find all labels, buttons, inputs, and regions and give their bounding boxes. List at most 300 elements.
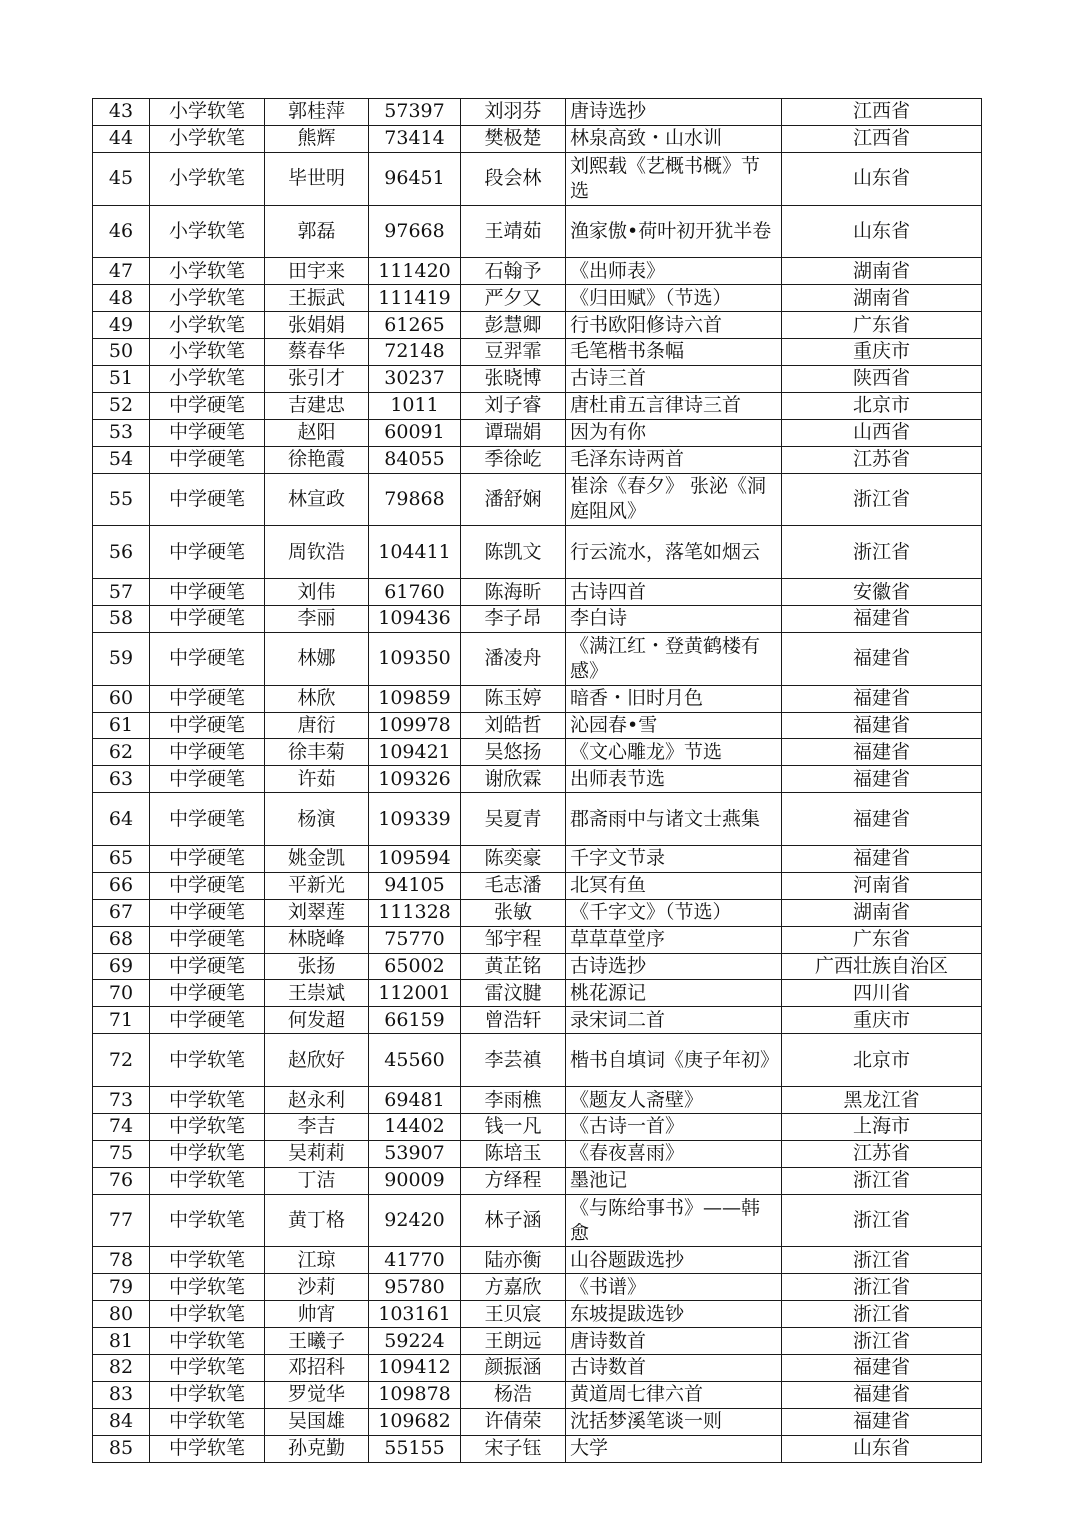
province-cell: 重庆市: [782, 1007, 982, 1034]
teacher-name-cell: 赵阳: [265, 419, 369, 446]
province-cell: 广东省: [782, 312, 982, 339]
entry-id-cell: 84055: [369, 446, 461, 473]
student-name-cell: 李芸禛: [461, 1034, 566, 1087]
category-cell: 中学软笔: [150, 1354, 265, 1381]
teacher-name-cell: 吴国雄: [265, 1408, 369, 1435]
entry-id-cell: 109436: [369, 605, 461, 632]
teacher-name-cell: 王崇斌: [265, 980, 369, 1007]
entry-number-cell: 55: [93, 473, 150, 526]
entry-number-cell: 44: [93, 125, 150, 152]
province-cell: 广西壮族自治区: [782, 953, 982, 980]
province-cell: 山东省: [782, 1435, 982, 1462]
category-cell: 中学硬笔: [150, 392, 265, 419]
work-title-cell: 唐诗选抄: [566, 99, 782, 126]
entry-id-cell: 1011: [369, 392, 461, 419]
student-name-cell: 陈奕豪: [461, 846, 566, 873]
category-cell: 中学软笔: [150, 1167, 265, 1194]
entry-number-cell: 56: [93, 526, 150, 579]
province-cell: 安徽省: [782, 579, 982, 606]
category-cell: 中学硬笔: [150, 685, 265, 712]
student-name-cell: 刘子睿: [461, 392, 566, 419]
province-cell: 江苏省: [782, 446, 982, 473]
entry-id-cell: 61265: [369, 312, 461, 339]
province-cell: 湖南省: [782, 258, 982, 285]
category-cell: 小学软笔: [150, 152, 265, 205]
student-name-cell: 杨浩: [461, 1381, 566, 1408]
table-row: [93, 1194, 982, 1247]
teacher-name-cell: 黄丁格: [265, 1194, 369, 1247]
category-cell: 中学软笔: [150, 1034, 265, 1087]
teacher-name-cell: 郭桂萍: [265, 99, 369, 126]
student-name-cell: 陆亦衡: [461, 1247, 566, 1274]
entry-id-cell: 104411: [369, 526, 461, 579]
table-row: [93, 685, 982, 712]
student-name-cell: 方绎程: [461, 1167, 566, 1194]
table-row: [93, 365, 982, 392]
work-title-cell: 毛笔楷书条幅: [566, 339, 782, 366]
entry-id-cell: 72148: [369, 339, 461, 366]
province-cell: 江西省: [782, 99, 982, 126]
province-cell: 浙江省: [782, 1167, 982, 1194]
table-body: [93, 99, 982, 1463]
category-cell: 中学软笔: [150, 1113, 265, 1140]
category-cell: 中学硬笔: [150, 473, 265, 526]
teacher-name-cell: 李吉: [265, 1113, 369, 1140]
student-name-cell: 陈凯文: [461, 526, 566, 579]
table-row: [93, 579, 982, 606]
table-row: [93, 1328, 982, 1355]
entry-number-cell: 63: [93, 766, 150, 793]
entry-id-cell: 69481: [369, 1087, 461, 1114]
work-title-cell: 沁园春•雪: [566, 712, 782, 739]
entry-number-cell: 70: [93, 980, 150, 1007]
category-cell: 中学软笔: [150, 1328, 265, 1355]
province-cell: 江苏省: [782, 1140, 982, 1167]
table-row: [93, 766, 982, 793]
table-row: [93, 1408, 982, 1435]
student-name-cell: 钱一凡: [461, 1113, 566, 1140]
work-title-cell: 《出师表》: [566, 258, 782, 285]
table-row: [93, 125, 982, 152]
province-cell: 福建省: [782, 793, 982, 846]
table-row: [93, 605, 982, 632]
entry-number-cell: 52: [93, 392, 150, 419]
category-cell: 中学硬笔: [150, 446, 265, 473]
student-name-cell: 方嘉欣: [461, 1274, 566, 1301]
category-cell: 小学软笔: [150, 205, 265, 258]
province-cell: 陕西省: [782, 365, 982, 392]
entry-number-cell: 57: [93, 579, 150, 606]
student-name-cell: 张晓博: [461, 365, 566, 392]
province-cell: 山东省: [782, 205, 982, 258]
entry-id-cell: 60091: [369, 419, 461, 446]
table-row: [93, 392, 982, 419]
student-name-cell: 段会林: [461, 152, 566, 205]
teacher-name-cell: 帅宵: [265, 1301, 369, 1328]
province-cell: 北京市: [782, 392, 982, 419]
work-title-cell: 行书欧阳修诗六首: [566, 312, 782, 339]
entry-number-cell: 67: [93, 899, 150, 926]
student-name-cell: 潘凌舟: [461, 632, 566, 685]
province-cell: 福建省: [782, 1354, 982, 1381]
entry-number-cell: 83: [93, 1381, 150, 1408]
category-cell: 中学硬笔: [150, 605, 265, 632]
entry-number-cell: 71: [93, 1007, 150, 1034]
table-row: [93, 632, 982, 685]
entry-id-cell: 45560: [369, 1034, 461, 1087]
category-cell: 中学硬笔: [150, 579, 265, 606]
province-cell: 四川省: [782, 980, 982, 1007]
work-title-cell: 楷书自填词《庚子年初》: [566, 1034, 782, 1087]
category-cell: 中学硬笔: [150, 846, 265, 873]
category-cell: 小学软笔: [150, 365, 265, 392]
entry-number-cell: 59: [93, 632, 150, 685]
work-title-cell: 唐诗数首: [566, 1328, 782, 1355]
table-row: [93, 152, 982, 205]
student-name-cell: 王朗远: [461, 1328, 566, 1355]
work-title-cell: 黄道周七律六首: [566, 1381, 782, 1408]
entry-id-cell: 95780: [369, 1274, 461, 1301]
teacher-name-cell: 李丽: [265, 605, 369, 632]
student-name-cell: 豆羿霏: [461, 339, 566, 366]
entry-id-cell: 61760: [369, 579, 461, 606]
province-cell: 福建省: [782, 605, 982, 632]
table-row: [93, 872, 982, 899]
teacher-name-cell: 刘伟: [265, 579, 369, 606]
entry-number-cell: 46: [93, 205, 150, 258]
category-cell: 中学硬笔: [150, 419, 265, 446]
work-title-cell: 《归田赋》（节选）: [566, 285, 782, 312]
student-name-cell: 雷汶腱: [461, 980, 566, 1007]
work-title-cell: 《满江红・登黄鹤楼有感》: [566, 632, 782, 685]
student-name-cell: 严夕又: [461, 285, 566, 312]
student-name-cell: 季徐屹: [461, 446, 566, 473]
entry-id-cell: 109421: [369, 739, 461, 766]
teacher-name-cell: 赵永利: [265, 1087, 369, 1114]
entry-number-cell: 75: [93, 1140, 150, 1167]
category-cell: 中学软笔: [150, 1140, 265, 1167]
entry-id-cell: 109350: [369, 632, 461, 685]
table-row: [93, 793, 982, 846]
table-row: [93, 473, 982, 526]
category-cell: 小学软笔: [150, 339, 265, 366]
teacher-name-cell: 刘翠莲: [265, 899, 369, 926]
province-cell: 山西省: [782, 419, 982, 446]
province-cell: 福建省: [782, 685, 982, 712]
work-title-cell: 唐杜甫五言律诗三首: [566, 392, 782, 419]
province-cell: 福建省: [782, 1408, 982, 1435]
table-row: [93, 1301, 982, 1328]
teacher-name-cell: 赵欣好: [265, 1034, 369, 1087]
student-name-cell: 吴悠扬: [461, 739, 566, 766]
teacher-name-cell: 郭磊: [265, 205, 369, 258]
teacher-name-cell: 罗觉华: [265, 1381, 369, 1408]
table-row: [93, 99, 982, 126]
entry-id-cell: 109339: [369, 793, 461, 846]
teacher-name-cell: 林欣: [265, 685, 369, 712]
entry-id-cell: 90009: [369, 1167, 461, 1194]
student-name-cell: 毛志潘: [461, 872, 566, 899]
category-cell: 小学软笔: [150, 125, 265, 152]
work-title-cell: 东坡提跋选钞: [566, 1301, 782, 1328]
student-name-cell: 彭慧卿: [461, 312, 566, 339]
table-row: [93, 953, 982, 980]
category-cell: 中学硬笔: [150, 1007, 265, 1034]
province-cell: 浙江省: [782, 1301, 982, 1328]
entry-number-cell: 82: [93, 1354, 150, 1381]
entry-number-cell: 54: [93, 446, 150, 473]
entry-id-cell: 73414: [369, 125, 461, 152]
table-row: [93, 205, 982, 258]
work-title-cell: 渔家傲•荷叶初开犹半卷: [566, 205, 782, 258]
entry-number-cell: 85: [93, 1435, 150, 1462]
province-cell: 福建省: [782, 739, 982, 766]
category-cell: 中学硬笔: [150, 766, 265, 793]
category-cell: 中学硬笔: [150, 793, 265, 846]
category-cell: 中学硬笔: [150, 739, 265, 766]
student-name-cell: 陈海昕: [461, 579, 566, 606]
province-cell: 河南省: [782, 872, 982, 899]
student-name-cell: 宋子钰: [461, 1435, 566, 1462]
table-row: [93, 1274, 982, 1301]
work-title-cell: 《与陈给事书》——韩愈: [566, 1194, 782, 1247]
category-cell: 中学软笔: [150, 1408, 265, 1435]
category-cell: 中学硬笔: [150, 980, 265, 1007]
entry-id-cell: 79868: [369, 473, 461, 526]
work-title-cell: 郡斋雨中与诸文士燕集: [566, 793, 782, 846]
work-title-cell: 古诗四首: [566, 579, 782, 606]
entry-id-cell: 109978: [369, 712, 461, 739]
entry-number-cell: 60: [93, 685, 150, 712]
teacher-name-cell: 唐衍: [265, 712, 369, 739]
table-row: [93, 899, 982, 926]
work-title-cell: 《春夜喜雨》: [566, 1140, 782, 1167]
work-title-cell: 大学: [566, 1435, 782, 1462]
entry-number-cell: 48: [93, 285, 150, 312]
student-name-cell: 刘羽芬: [461, 99, 566, 126]
category-cell: 中学软笔: [150, 1087, 265, 1114]
category-cell: 中学软笔: [150, 1194, 265, 1247]
entry-id-cell: 41770: [369, 1247, 461, 1274]
teacher-name-cell: 张引才: [265, 365, 369, 392]
entry-number-cell: 64: [93, 793, 150, 846]
category-cell: 中学软笔: [150, 1274, 265, 1301]
teacher-name-cell: 姚金凯: [265, 846, 369, 873]
student-name-cell: 许倩荣: [461, 1408, 566, 1435]
teacher-name-cell: 江琼: [265, 1247, 369, 1274]
category-cell: 中学硬笔: [150, 872, 265, 899]
entry-id-cell: 109682: [369, 1408, 461, 1435]
category-cell: 小学软笔: [150, 99, 265, 126]
category-cell: 中学硬笔: [150, 926, 265, 953]
table-row: [93, 1034, 982, 1087]
teacher-name-cell: 林宣政: [265, 473, 369, 526]
teacher-name-cell: 毕世明: [265, 152, 369, 205]
teacher-name-cell: 田宇来: [265, 258, 369, 285]
student-name-cell: 潘舒娴: [461, 473, 566, 526]
category-cell: 中学硬笔: [150, 712, 265, 739]
student-name-cell: 曾浩轩: [461, 1007, 566, 1034]
work-title-cell: 《文心雕龙》节选: [566, 739, 782, 766]
table-row: [93, 1435, 982, 1462]
category-cell: 中学硬笔: [150, 953, 265, 980]
category-cell: 中学软笔: [150, 1247, 265, 1274]
work-title-cell: 《千字文》（节选）: [566, 899, 782, 926]
table-row: [93, 1113, 982, 1140]
student-name-cell: 颜振涵: [461, 1354, 566, 1381]
category-cell: 中学软笔: [150, 1435, 265, 1462]
work-title-cell: 山谷题跋选抄: [566, 1247, 782, 1274]
student-name-cell: 王靖茹: [461, 205, 566, 258]
table-row: [93, 980, 982, 1007]
entry-id-cell: 57397: [369, 99, 461, 126]
work-title-cell: 草草草堂序: [566, 926, 782, 953]
entry-number-cell: 66: [93, 872, 150, 899]
work-title-cell: 出师表节选: [566, 766, 782, 793]
entry-number-cell: 61: [93, 712, 150, 739]
entry-number-cell: 58: [93, 605, 150, 632]
table-row: [93, 712, 982, 739]
student-name-cell: 李雨樵: [461, 1087, 566, 1114]
province-cell: 广东省: [782, 926, 982, 953]
entry-number-cell: 43: [93, 99, 150, 126]
province-cell: 上海市: [782, 1113, 982, 1140]
teacher-name-cell: 吉建忠: [265, 392, 369, 419]
entry-number-cell: 72: [93, 1034, 150, 1087]
teacher-name-cell: 丁洁: [265, 1167, 369, 1194]
entry-id-cell: 66159: [369, 1007, 461, 1034]
teacher-name-cell: 蔡春华: [265, 339, 369, 366]
work-title-cell: 因为有你: [566, 419, 782, 446]
entry-number-cell: 78: [93, 1247, 150, 1274]
work-title-cell: 沈括梦溪笔谈一则: [566, 1408, 782, 1435]
entry-number-cell: 68: [93, 926, 150, 953]
student-name-cell: 樊极楚: [461, 125, 566, 152]
entry-number-cell: 49: [93, 312, 150, 339]
work-title-cell: 古诗数首: [566, 1354, 782, 1381]
entry-id-cell: 109594: [369, 846, 461, 873]
teacher-name-cell: 周钦浩: [265, 526, 369, 579]
category-cell: 中学软笔: [150, 1381, 265, 1408]
entry-id-cell: 111328: [369, 899, 461, 926]
province-cell: 浙江省: [782, 1194, 982, 1247]
province-cell: 浙江省: [782, 1247, 982, 1274]
teacher-name-cell: 熊辉: [265, 125, 369, 152]
table-row: [93, 312, 982, 339]
entry-id-cell: 109326: [369, 766, 461, 793]
table-row: [93, 285, 982, 312]
entry-number-cell: 53: [93, 419, 150, 446]
province-cell: 浙江省: [782, 473, 982, 526]
entry-id-cell: 59224: [369, 1328, 461, 1355]
category-cell: 小学软笔: [150, 258, 265, 285]
category-cell: 中学软笔: [150, 1301, 265, 1328]
entry-number-cell: 47: [93, 258, 150, 285]
student-name-cell: 石翰予: [461, 258, 566, 285]
student-name-cell: 邹宇程: [461, 926, 566, 953]
work-title-cell: 暗香・旧时月色: [566, 685, 782, 712]
work-title-cell: 李白诗: [566, 605, 782, 632]
entry-number-cell: 74: [93, 1113, 150, 1140]
province-cell: 北京市: [782, 1034, 982, 1087]
work-title-cell: 《古诗一首》: [566, 1113, 782, 1140]
teacher-name-cell: 孙克勤: [265, 1435, 369, 1462]
table-row: [93, 526, 982, 579]
province-cell: 江西省: [782, 125, 982, 152]
entry-id-cell: 97668: [369, 205, 461, 258]
teacher-name-cell: 沙莉: [265, 1274, 369, 1301]
entry-id-cell: 111420: [369, 258, 461, 285]
work-title-cell: 毛泽东诗两首: [566, 446, 782, 473]
entry-number-cell: 50: [93, 339, 150, 366]
table-row: [93, 846, 982, 873]
entry-id-cell: 30237: [369, 365, 461, 392]
entry-id-cell: 96451: [369, 152, 461, 205]
entry-number-cell: 79: [93, 1274, 150, 1301]
teacher-name-cell: 林娜: [265, 632, 369, 685]
teacher-name-cell: 王曦子: [265, 1328, 369, 1355]
table-row: [93, 739, 982, 766]
entry-number-cell: 76: [93, 1167, 150, 1194]
work-title-cell: 古诗选抄: [566, 953, 782, 980]
student-name-cell: 林子涵: [461, 1194, 566, 1247]
teacher-name-cell: 邓招科: [265, 1354, 369, 1381]
student-name-cell: 王贝宸: [461, 1301, 566, 1328]
province-cell: 福建省: [782, 632, 982, 685]
student-name-cell: 吴夏青: [461, 793, 566, 846]
province-cell: 浙江省: [782, 526, 982, 579]
work-title-cell: 刘熙载《艺概书概》节选: [566, 152, 782, 205]
province-cell: 黑龙江省: [782, 1087, 982, 1114]
work-title-cell: 北冥有鱼: [566, 872, 782, 899]
entry-id-cell: 111419: [369, 285, 461, 312]
entry-number-cell: 81: [93, 1328, 150, 1355]
work-title-cell: 《题友人斋壁》: [566, 1087, 782, 1114]
table-row: [93, 1140, 982, 1167]
table-row: [93, 1007, 982, 1034]
table-row: [93, 1381, 982, 1408]
entry-number-cell: 51: [93, 365, 150, 392]
entry-number-cell: 77: [93, 1194, 150, 1247]
student-name-cell: 陈玉婷: [461, 685, 566, 712]
category-cell: 中学硬笔: [150, 899, 265, 926]
entry-id-cell: 109412: [369, 1354, 461, 1381]
results-table: [92, 98, 982, 1463]
province-cell: 湖南省: [782, 285, 982, 312]
province-cell: 山东省: [782, 152, 982, 205]
table-row: [93, 446, 982, 473]
entry-id-cell: 55155: [369, 1435, 461, 1462]
table-row: [93, 419, 982, 446]
province-cell: 重庆市: [782, 339, 982, 366]
table-row: [93, 258, 982, 285]
work-title-cell: 千字文节录: [566, 846, 782, 873]
work-title-cell: 桃花源记: [566, 980, 782, 1007]
table-row: [93, 926, 982, 953]
table-row: [93, 1354, 982, 1381]
entry-number-cell: 84: [93, 1408, 150, 1435]
province-cell: 福建省: [782, 846, 982, 873]
entry-id-cell: 109859: [369, 685, 461, 712]
entry-id-cell: 109878: [369, 1381, 461, 1408]
province-cell: 湖南省: [782, 899, 982, 926]
category-cell: 小学软笔: [150, 312, 265, 339]
province-cell: 福建省: [782, 766, 982, 793]
category-cell: 中学硬笔: [150, 632, 265, 685]
entry-number-cell: 65: [93, 846, 150, 873]
teacher-name-cell: 吴莉莉: [265, 1140, 369, 1167]
entry-id-cell: 92420: [369, 1194, 461, 1247]
